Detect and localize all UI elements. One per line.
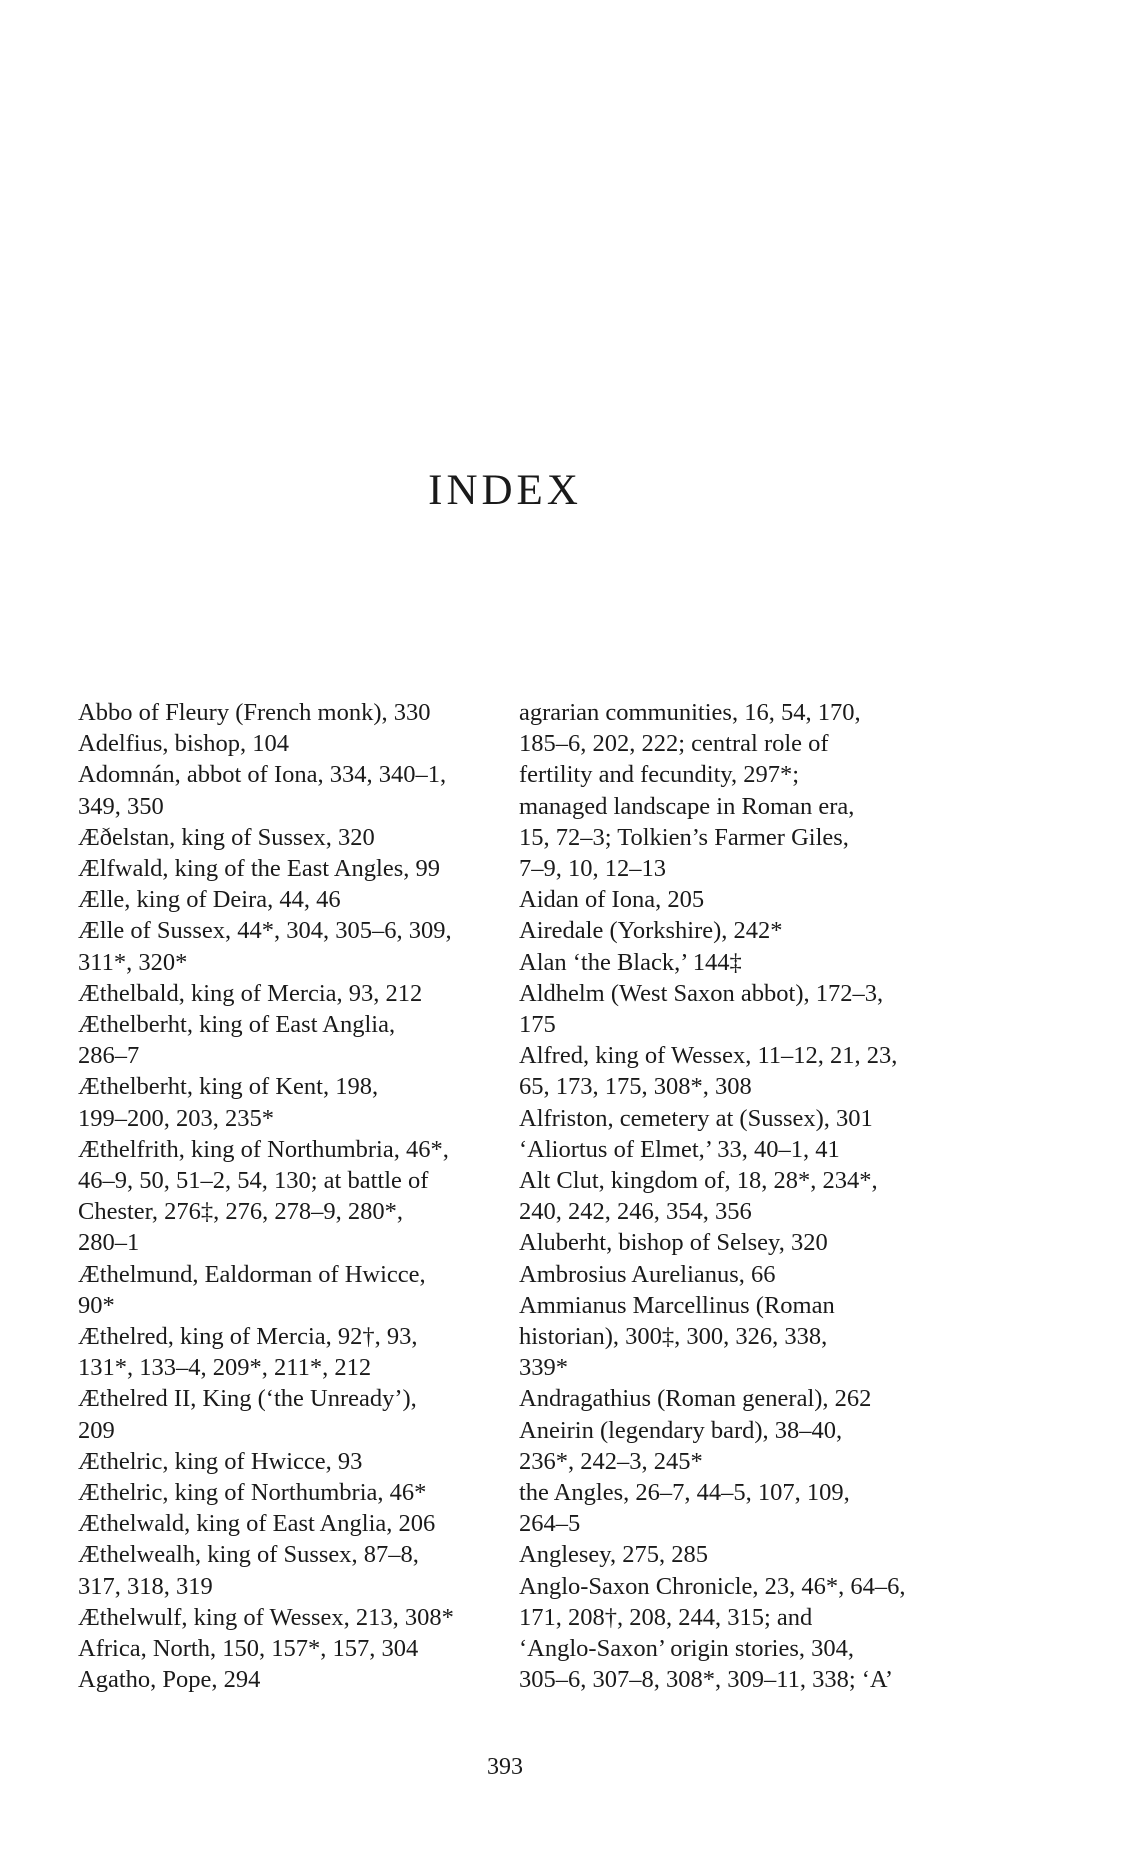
index-entry-line: Æthelbald, king of Mercia, 93, 212 [78, 979, 423, 1007]
index-entry [519, 884, 989, 915]
index-entry-line: Æthelric, king of Northumbria, 46* [78, 1479, 427, 1507]
index-entry [78, 1071, 498, 1133]
index-entry [78, 1383, 498, 1445]
index-entry [519, 915, 989, 946]
index-entry [78, 1477, 498, 1508]
index-entry-line: Aldhelm (West Saxon abbot), 172–3, [519, 979, 884, 1007]
index-entry [78, 978, 498, 1009]
index-entry-line: Alan ‘the Black,’ 144‡ [519, 948, 742, 976]
page-title: INDEX [428, 467, 582, 514]
index-entry-line: Abbo of Fleury (French monk), 330 [78, 699, 431, 726]
index-entry-line: 131*, 133–4, 209*, 211*, 212 [78, 1354, 372, 1382]
index-entry-line: Andragathius (Roman general), 262 [519, 1385, 872, 1413]
index-entry [519, 1415, 989, 1477]
index-entry-line: Ælfwald, king of the East Angles, 99 [78, 855, 441, 883]
index-entry-line: Agatho, Pope, 294 [78, 1666, 261, 1694]
index-entry-line: Æðelstan, king of Sussex, 320 [78, 823, 375, 851]
index-entry-line: Æthelfrith, king of Northumbria, 46*, [78, 1135, 449, 1163]
index-entry-line: agrarian communities, 16, 54, 170, [519, 699, 861, 726]
index-entry-line: Æthelberht, king of Kent, 198, [78, 1073, 379, 1101]
index-entry-line: 46–9, 50, 51–2, 54, 130; at battle of [78, 1167, 429, 1195]
index-entry-line: 317, 318, 319 [78, 1572, 213, 1600]
index-entry-line: historian), 300‡, 300, 326, 338, [519, 1323, 828, 1351]
index-entry-line: Alfred, king of Wessex, 11–12, 21, 23, [519, 1042, 898, 1070]
index-entry [78, 1321, 498, 1383]
index-entry-line: Airedale (Yorkshire), 242* [519, 917, 783, 945]
index-entry [519, 1165, 989, 1227]
index-entry-line: Anglesey, 275, 285 [519, 1541, 708, 1569]
index-entry-line: 185–6, 202, 222; central role of [519, 730, 829, 758]
index-entry-line: Ælle of Sussex, 44*, 304, 305–6, 309, [78, 917, 452, 945]
index-entry [519, 1477, 989, 1539]
index-entry-line: Æthelwald, king of East Anglia, 206 [78, 1510, 436, 1538]
index-entry-line: 305–6, 307–8, 308*, 309–11, 338; ‘A’ [519, 1666, 894, 1694]
index-entry-line: Ælle, king of Deira, 44, 46 [78, 886, 341, 914]
index-entry-line: Africa, North, 150, 157*, 157, 304 [78, 1635, 419, 1663]
index-entry [519, 697, 989, 884]
index-entry-line: 280–1 [78, 1229, 140, 1257]
index-entry-line: Ammianus Marcellinus (Roman [519, 1291, 835, 1319]
index-entry [78, 1633, 498, 1664]
index-entry-line: Anglo-Saxon Chronicle, 23, 46*, 64–6, [519, 1572, 906, 1600]
index-entry-line: 171, 208†, 208, 244, 315; and [519, 1603, 813, 1631]
index-entry [519, 1040, 989, 1102]
index-entry [519, 1539, 989, 1570]
index-entry-line: Æthelwulf, king of Wessex, 213, 308* [78, 1603, 454, 1631]
index-entry-line: 175 [519, 1011, 556, 1039]
index-entry-line: 264–5 [519, 1510, 581, 1538]
index-entry [78, 1259, 498, 1321]
index-entry [78, 1602, 498, 1633]
index-entry-line: ‘Anglo-Saxon’ origin stories, 304, [519, 1635, 855, 1663]
index-entry-line: Adomnán, abbot of Iona, 334, 340–1, [78, 761, 447, 789]
index-entry-line: 240, 242, 246, 354, 356 [519, 1198, 752, 1226]
index-entry [78, 728, 498, 759]
index-entry-line: Aidan of Iona, 205 [519, 886, 705, 914]
index-entry-line: 199–200, 203, 235* [78, 1104, 274, 1132]
index-entry [519, 1227, 989, 1258]
index-entry-line: Ambrosius Aurelianus, 66 [519, 1260, 776, 1288]
index-entry [78, 1664, 498, 1695]
index-entry-line: 236*, 242–3, 245* [519, 1447, 703, 1475]
index-entry-line: 286–7 [78, 1042, 140, 1070]
index-entry-line: Aluberht, bishop of Selsey, 320 [519, 1229, 828, 1257]
page-number: 393 [487, 1754, 523, 1780]
index-entry-line: 311*, 320* [78, 948, 188, 976]
index-entry [519, 947, 989, 978]
index-entry [519, 1134, 989, 1165]
index-entry-line: Chester, 276‡, 276, 278–9, 280*, [78, 1198, 403, 1226]
index-entry-line: Æthelberht, king of East Anglia, [78, 1011, 396, 1039]
index-entry-line: Alt Clut, kingdom of, 18, 28*, 234*, [519, 1167, 878, 1195]
index-entry [78, 1134, 498, 1259]
index-entry [78, 759, 498, 821]
index-entry [78, 915, 498, 977]
index-entry-line: Æthelmund, Ealdorman of Hwicce, [78, 1260, 426, 1288]
index-entry [519, 978, 989, 1040]
index-column-right [519, 697, 989, 1696]
index-entry [519, 1571, 989, 1696]
index-entry [519, 1103, 989, 1134]
index-entry [78, 1009, 498, 1071]
index-entry-line: Æthelwealh, king of Sussex, 87–8, [78, 1541, 419, 1569]
index-entry-line: Adelfius, bishop, 104 [78, 730, 289, 758]
index-entry [519, 1259, 989, 1290]
index-entry [78, 697, 498, 728]
index-entry-line: 209 [78, 1416, 115, 1444]
index-entry-line: 90* [78, 1291, 115, 1319]
index-entry-line: 339* [519, 1354, 568, 1382]
index-entry-line: 349, 350 [78, 792, 164, 820]
index-entry-line: 15, 72–3; Tolkien’s Farmer Giles, [519, 823, 849, 851]
index-entry-line: 65, 173, 175, 308*, 308 [519, 1073, 752, 1101]
index-entry [519, 1383, 989, 1414]
index-entry-line: 7–9, 10, 12–13 [519, 855, 666, 883]
index-entry-line: Aneirin (legendary bard), 38–40, [519, 1416, 843, 1444]
index-entry-line: Æthelred, king of Mercia, 92†, 93, [78, 1323, 418, 1351]
index-entry-line: Alfriston, cemetery at (Sussex), 301 [519, 1104, 873, 1132]
index-entry [78, 884, 498, 915]
index-entry [519, 1290, 989, 1384]
index-entry-line: ‘Aliortus of Elmet,’ 33, 40–1, 41 [519, 1135, 840, 1163]
index-entry [78, 853, 498, 884]
index-entry-line: Æthelric, king of Hwicce, 93 [78, 1447, 363, 1475]
index-entry [78, 822, 498, 853]
index-entry-line: fertility and fecundity, 297*; [519, 761, 800, 789]
index-entry-line: Æthelred II, King (‘the Unready’), [78, 1385, 417, 1413]
index-entry [78, 1539, 498, 1601]
index-column-left [78, 697, 498, 1696]
index-entry [78, 1446, 498, 1477]
index-entry-line: the Angles, 26–7, 44–5, 107, 109, [519, 1479, 850, 1507]
index-entry-line: managed landscape in Roman era, [519, 792, 855, 820]
index-entry [78, 1508, 498, 1539]
